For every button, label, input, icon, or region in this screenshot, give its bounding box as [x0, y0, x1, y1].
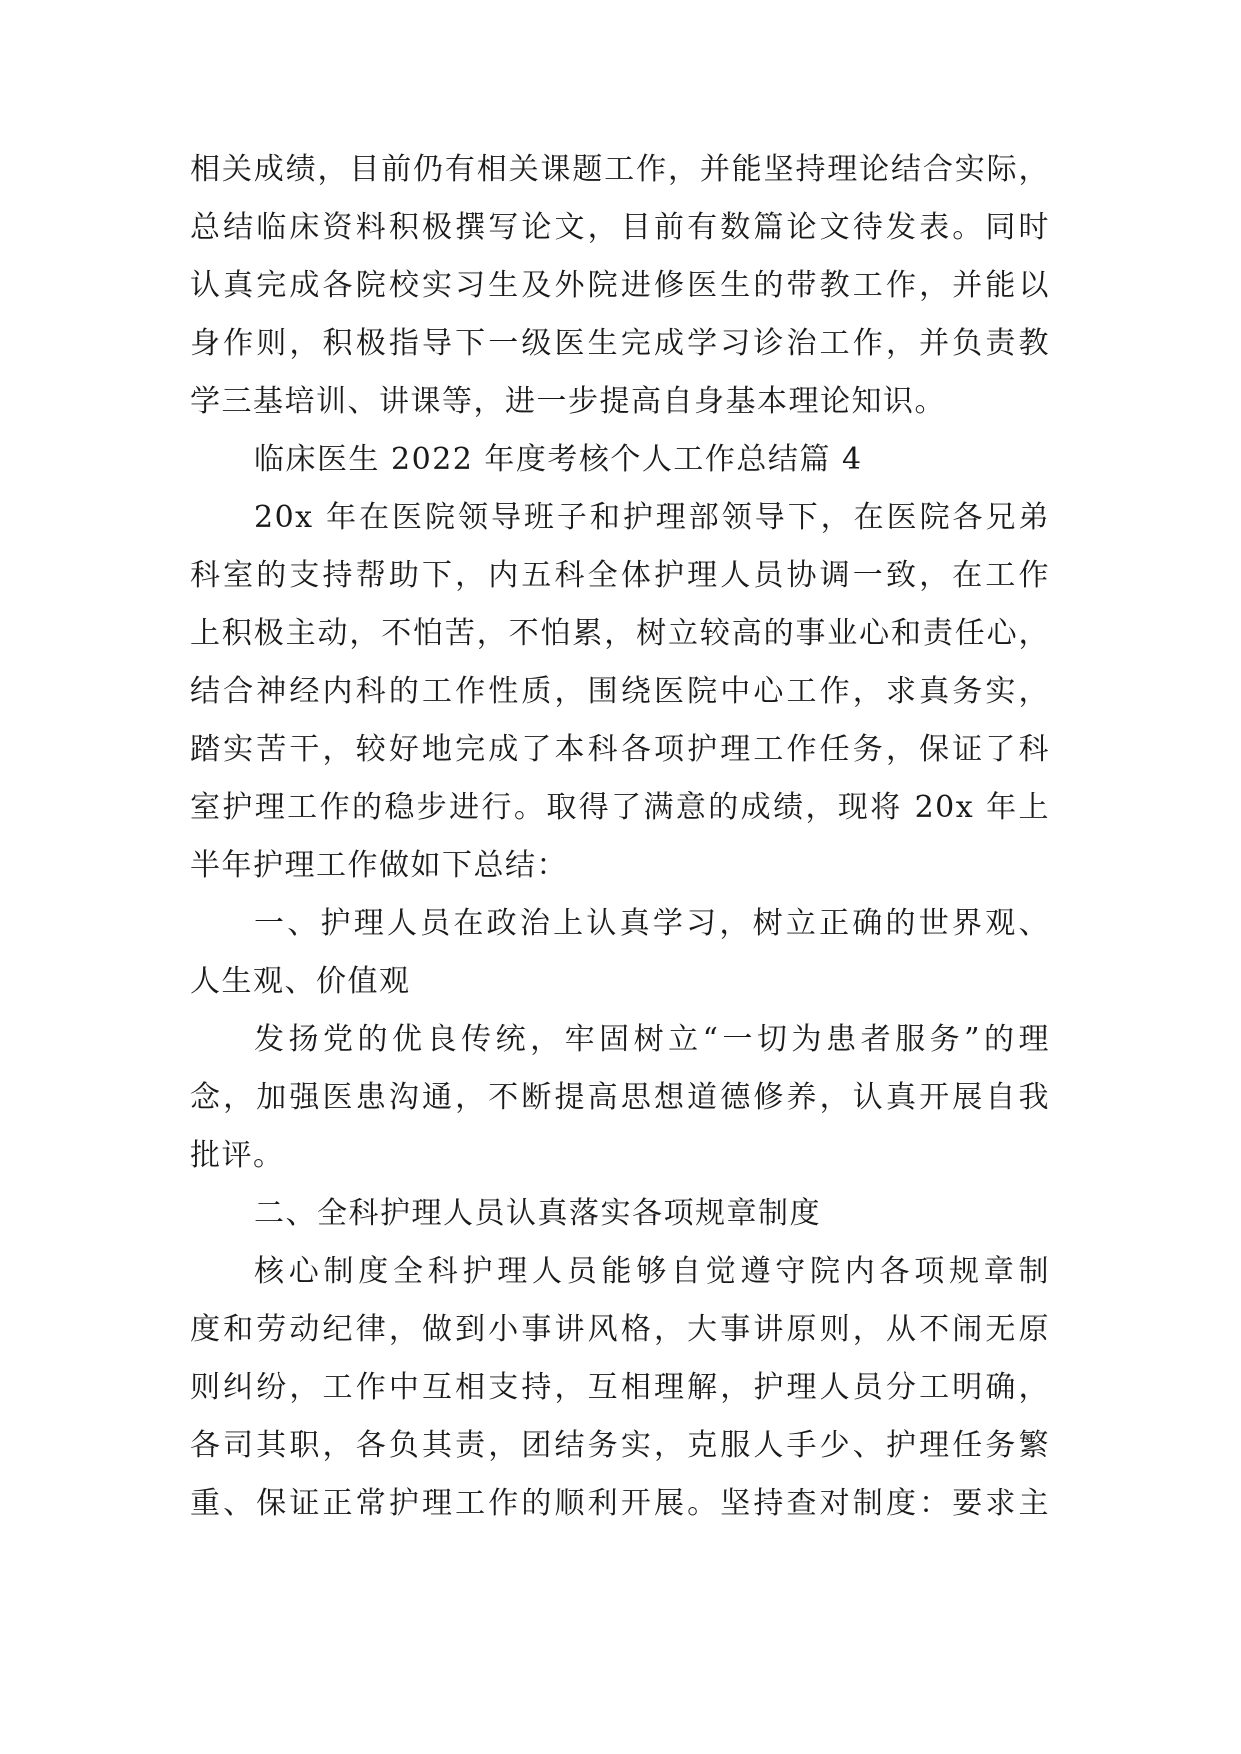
- paragraph-line: 相关成绩，目前仍有相关课题工作，并能坚持理论结合实际，: [190, 152, 1050, 187]
- section-heading: 临床医生 2022 年度考核个人工作总结篇 4: [254, 442, 863, 477]
- subheading-line: 二、全科护理人员认真落实各项规章制度: [254, 1196, 821, 1231]
- paragraph-line: 度和劳动纪律，做到小事讲风格，大事讲原则，从不闹无原: [190, 1312, 1050, 1347]
- paragraph-line: 踏实苦干，较好地完成了本科各项护理工作任务，保证了科: [190, 732, 1050, 767]
- subheading-line: 一、护理人员在政治上认真学习，树立正确的世界观、: [254, 906, 1050, 941]
- paragraph-line: 重、保证正常护理工作的顺利开展。坚持查对制度：要求主: [190, 1486, 1050, 1521]
- paragraph-line: 则纠纷，工作中互相支持，互相理解，护理人员分工明确，: [190, 1370, 1050, 1405]
- paragraph-line: 结合神经内科的工作性质，围绕医院中心工作，求真务实，: [190, 674, 1050, 709]
- paragraph-line: 身作则，积极指导下一级医生完成学习诊治工作，并负责教: [190, 326, 1050, 361]
- paragraph-line: 总结临床资料积极撰写论文，目前有数篇论文待发表。同时: [190, 210, 1050, 245]
- paragraph-line: 念，加强医患沟通，不断提高思想道德修养，认真开展自我: [190, 1080, 1050, 1115]
- paragraph-line: 核心制度全科护理人员能够自觉遵守院内各项规章制: [254, 1254, 1050, 1289]
- paragraph-line: 半年护理工作做如下总结：: [190, 848, 568, 883]
- paragraph-line: 学三基培训、讲课等，进一步提高自身基本理论知识。: [190, 384, 946, 419]
- paragraph-line: 20x 年在医院领导班子和护理部领导下，在医院各兄弟: [254, 500, 1050, 535]
- paragraph-line: 认真完成各院校实习生及外院进修医生的带教工作，并能以: [190, 268, 1050, 303]
- subheading-line: 人生观、价值观: [190, 964, 411, 999]
- paragraph-line: 批评。: [190, 1138, 285, 1173]
- paragraph-line: 室护理工作的稳步进行。取得了满意的成绩，现将 20x 年上: [190, 790, 1050, 825]
- paragraph-line: 各司其职，各负其责，团结务实，克服人手少、护理任务繁: [190, 1428, 1050, 1463]
- paragraph-line: 发扬党的优良传统，牢固树立“一切为患者服务”的理: [254, 1022, 1050, 1057]
- paragraph-line: 上积极主动，不怕苦，不怕累，树立较高的事业心和责任心，: [190, 616, 1050, 651]
- paragraph-line: 科室的支持帮助下，内五科全体护理人员协调一致，在工作: [190, 558, 1050, 593]
